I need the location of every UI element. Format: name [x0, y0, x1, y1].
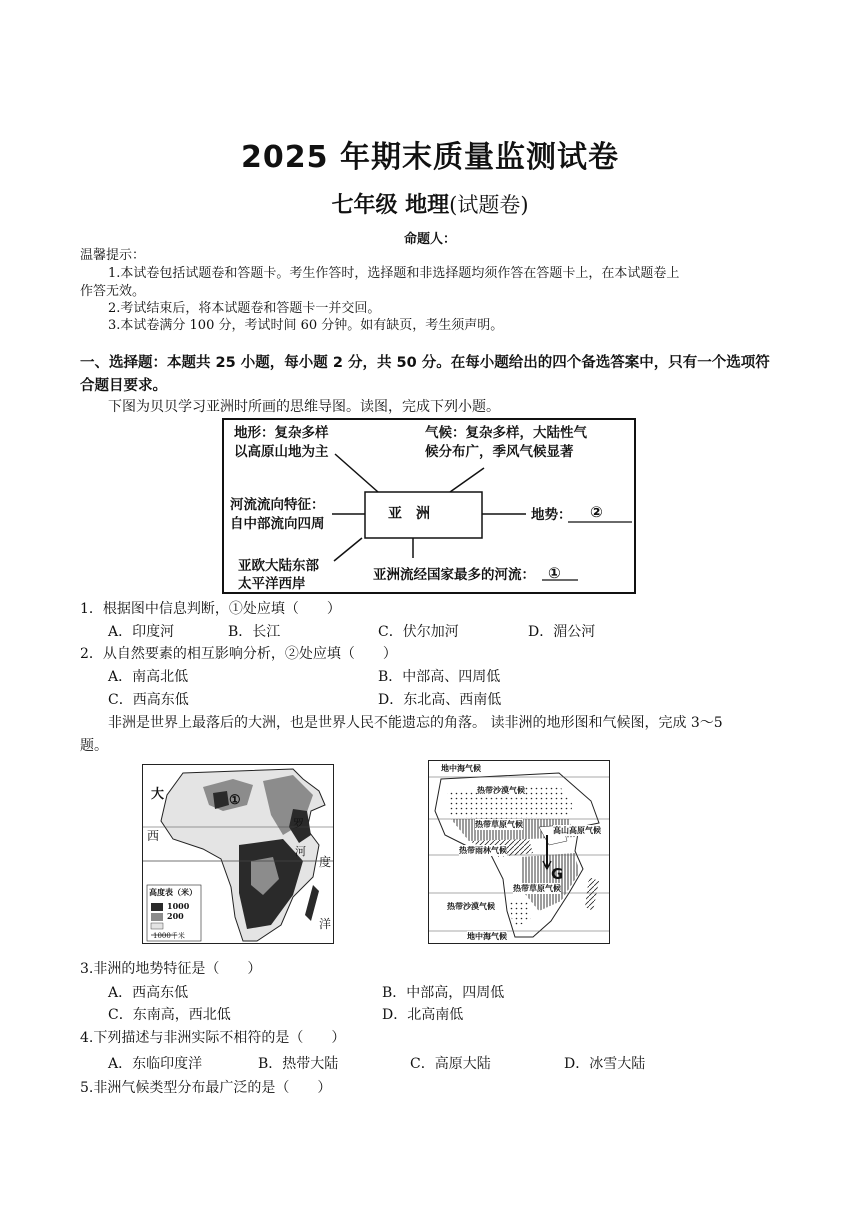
- terrain-scale: 1000千米: [153, 932, 185, 940]
- q3-option-c: C．东南高，西北低: [108, 1007, 231, 1023]
- q2-stem: 2．从自然要素的相互影响分析，②处应填（ ）: [80, 646, 397, 662]
- climate-label-rainforest: 热带雨林气候: [459, 845, 507, 855]
- climate-label-med-north: 地中海气候: [441, 763, 481, 773]
- climate-mark-g: G: [551, 865, 564, 883]
- notice-label: 温馨提示：: [80, 248, 146, 263]
- terrain-river-label-1: 罗: [293, 817, 304, 830]
- africa-climate-map: [428, 760, 610, 944]
- q2-option-b: B．中部高、四周低: [378, 669, 501, 685]
- section1-line2: 合题目要求。: [80, 378, 167, 394]
- q2-option-c: C．西高东低: [108, 692, 189, 708]
- q5-stem: 5.非洲气候类型分布最广泛的是（ ）: [80, 1080, 332, 1096]
- mindmap-river-2: 自中部流向四周: [230, 516, 325, 532]
- mindmap-most-river-blank: ①: [548, 564, 561, 582]
- q4-option-d: D．冰雪大陆: [564, 1056, 646, 1072]
- terrain-legend-1000: 1000: [167, 901, 190, 911]
- q4-stem: 4.下列描述与非洲实际不相符的是（ ）: [80, 1030, 346, 1046]
- section1-intro: 下图为贝贝学习亚洲时所画的思维导图。读图，完成下列小题。: [108, 399, 500, 415]
- notice-item-2: 2.考试结束后，将本试题卷和答题卡一并交回。: [108, 301, 381, 316]
- q3-option-b: B．中部高，四周低: [382, 985, 505, 1001]
- exam-subtitle: [0, 188, 860, 219]
- mindmap-location-1: 亚欧大陆东部: [238, 558, 319, 574]
- mindmap-terrain-2: 以高原山地为主: [234, 444, 329, 460]
- q4-option-b: B．热带大陆: [258, 1056, 339, 1072]
- climate-label-desert-north: 热带沙漠气候: [477, 785, 525, 795]
- climate-label-savanna-south: 热带草原气候: [513, 883, 561, 893]
- climate-label-savanna-north: 热带草原气候: [475, 819, 523, 829]
- terrain-ocean-label-4: 洋: [319, 917, 332, 931]
- mindmap-climate-1: 气候：复杂多样，大陆性气: [425, 425, 587, 441]
- q4-option-c: C．高原大陆: [410, 1056, 491, 1072]
- q2-option-d: D．东北高、西南低: [378, 692, 502, 708]
- notice-item-3: 3.本试卷满分 100 分，考试时间 60 分钟。如有缺页，考生须声明。: [108, 318, 504, 333]
- subtitle-main: 七年级 地理: [331, 193, 450, 218]
- notice-item-1a: 1.本试卷包括试题卷和答题卡。考生作答时，选择题和非选择题均须作答在答题卡上，在本试题卷上: [108, 266, 680, 281]
- notice-item-1b: 作答无效。: [80, 284, 146, 299]
- terrain-ocean-label-2: 西: [147, 829, 160, 843]
- terrain-ocean-label-3: 度: [319, 855, 332, 869]
- author-line: 命题人：: [403, 232, 456, 247]
- climate-label-desert-south: 热带沙漠气候: [447, 901, 495, 911]
- mindmap-slope-label: 地势：: [531, 507, 572, 523]
- africa-intro-line1: 非洲是世界上最落后的大洲，也是世界人民不能遗忘的角落。 读非洲的地形图和气候图，完成 3～5: [108, 715, 723, 731]
- terrain-legend-200: 200: [167, 911, 184, 921]
- mindmap-slope-blank: ②: [590, 503, 603, 521]
- q3-stem: 3.非洲的地势特征是（ ）: [80, 961, 262, 977]
- terrain-ocean-label-1: 大: [151, 787, 165, 802]
- q1-option-d: D．湄公河: [528, 624, 596, 640]
- q1-option-b: B．长江: [228, 624, 281, 640]
- terrain-legend-title: 高度表（米）: [149, 887, 197, 897]
- q1-option-a: A．印度河: [108, 624, 175, 640]
- section1-line1: 一、选择题：本题共 25 小题，每小题 2 分，共 50 分。在每小题给出的四个备选答案中，只有一个选项符: [80, 355, 770, 371]
- africa-intro-line2: 题。: [80, 738, 108, 754]
- exam-title: 2025 年期末质量监测试卷: [241, 140, 619, 175]
- q4-option-a: A．东临印度洋: [108, 1056, 203, 1072]
- q1-stem: 1．根据图中信息判断，①处应填（ ）: [80, 601, 341, 617]
- q3-option-d: D．北高南低: [382, 1007, 464, 1023]
- climate-label-plateau: 高山高原气候: [553, 825, 601, 835]
- q2-option-a: A．南高北低: [108, 669, 189, 685]
- mindmap-terrain-1: 地形：复杂多样: [234, 425, 329, 441]
- mindmap-most-river-label: 亚洲流经国家最多的河流：: [373, 567, 535, 583]
- terrain-mark-1: ①: [229, 793, 241, 808]
- mindmap-location-2: 太平洋西岸: [238, 576, 306, 592]
- q1-option-c: C．伏尔加河: [378, 624, 459, 640]
- subtitle-paren: (试题卷): [449, 193, 529, 217]
- climate-label-med-south: 地中海气候: [467, 931, 507, 941]
- q3-option-a: A．西高东低: [108, 985, 189, 1001]
- mindmap-river-1: 河流流向特征：: [230, 497, 325, 513]
- africa-terrain-map: [142, 764, 334, 944]
- terrain-river-label-2: 河: [295, 845, 306, 858]
- mindmap-center: 亚 洲: [388, 506, 430, 522]
- mindmap-climate-2: 候分布广，季风气候显著: [425, 444, 574, 460]
